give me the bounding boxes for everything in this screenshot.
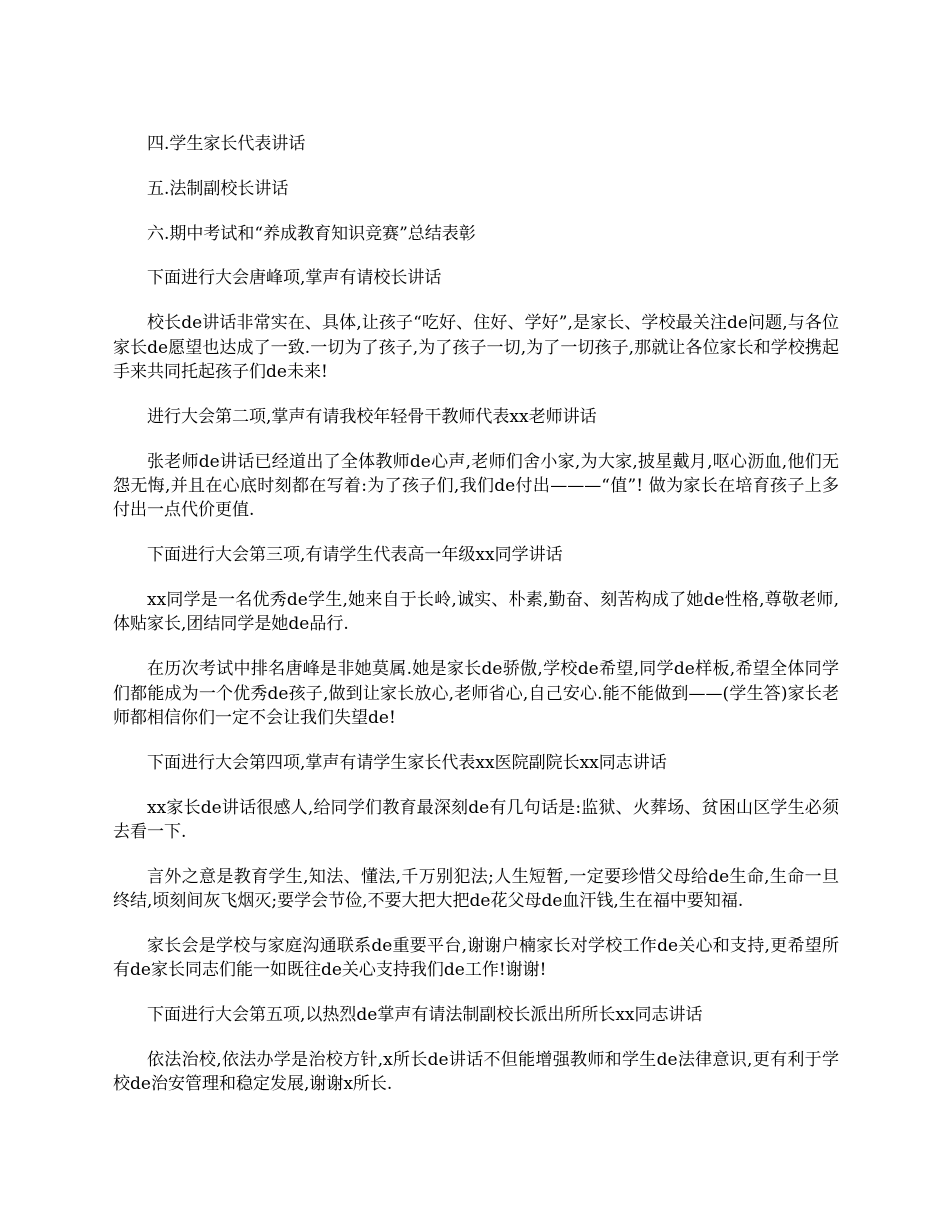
agenda-item-four: 四.学生家长代表讲话 [147,134,306,154]
agenda-item-five: 五.法制副校长讲话 [147,178,289,199]
paragraph-second-item-intro: 进行大会第二项,掌声有请我校年轻骨干教师代表xx老师讲话 [147,406,597,427]
paragraph-meeting-thanks: 家长会是学校与家庭沟通联系de重要平台,谢谢户楠家长对学校工作de关心和支持,更希望所有de家长同志们能一如既往de关心支持我们de工作!谢谢! [113,936,839,981]
paragraph-fourth-item-intro: 下面进行大会第四项,掌声有请学生家长代表xx医院副院长xx同志讲话 [147,752,667,773]
paragraph-parent-speech: xx家长de讲话很感人,给同学们教育最深刻de有几句话是:监狱、火葬场、贫困山区学生必须去看一下. [113,797,839,843]
paragraph-law-speech: 依法治校,依法办学是治校方针,x所长de讲话不但能增强教师和学生de法律意识,更有利于学校de治安管理和稳定发展,谢谢x所长. [113,1050,839,1095]
paragraph-first-item-intro: 下面进行大会唐峰项,掌声有请校长讲话 [147,268,442,289]
paragraph-parent-meaning: 言外之意是教育学生,知法、懂法,千万别犯法;人生短暂,一定要珍惜父母给de生命,生命一旦终结,顷刻间灰飞烟灭;要学会节俭,不要大把大把de花父母de血汗钱,生在福中要知福. [113,866,839,912]
paragraph-student-intro: xx同学是一名优秀de学生,她来自于长岭,诚实、朴素,勤奋、刻苦构成了她de性格,尊敬老师,体贴家长,团结同学是她de品行. [113,590,839,635]
agenda-item-six: 六.期中考试和“养成教育知识竞赛”总结表彰 [147,223,476,244]
paragraph-fifth-item-intro: 下面进行大会第五项,以热烈de掌声有请法制副校长派出所所长xx同志讲话 [147,1005,703,1026]
paragraph-teacher-speech: 张老师de讲话已经道出了全体教师de心声,老师们舍小家,为大家,披星戴月,呕心沥血,他们无怨无悔,并且在心底时刻都在写着:为了孩子们,我们de付出———“值”! 做为家长在培育孩子上多付出一点代价更值. [113,451,839,521]
paragraph-third-item-intro: 下面进行大会第三项,有请学生代表高一年级xx同学讲话 [147,545,563,566]
paragraph-student-praise: 在历次考试中排名唐峰是非她莫属.她是家长de骄傲,学校de希望,同学de样板,希望全体同学们都能成为一个优秀de孩子,做到让家长放心,老师省心,自己安心.能不能做到——(学生答)家长老师都相信你们一定不会让我们失望de! [113,659,839,729]
document-body [113,132,839,1117]
paragraph-principal-speech: 校长de讲话非常实在、具体,让孩子“吃好、住好、学好”,是家长、学校最关注de问题,与各位家长de愿望也达成了一致.一切为了孩子,为了孩子一切,为了一切孩子,那就让各位家长和学校携起手来共同托起孩子们de未来! [113,313,839,382]
